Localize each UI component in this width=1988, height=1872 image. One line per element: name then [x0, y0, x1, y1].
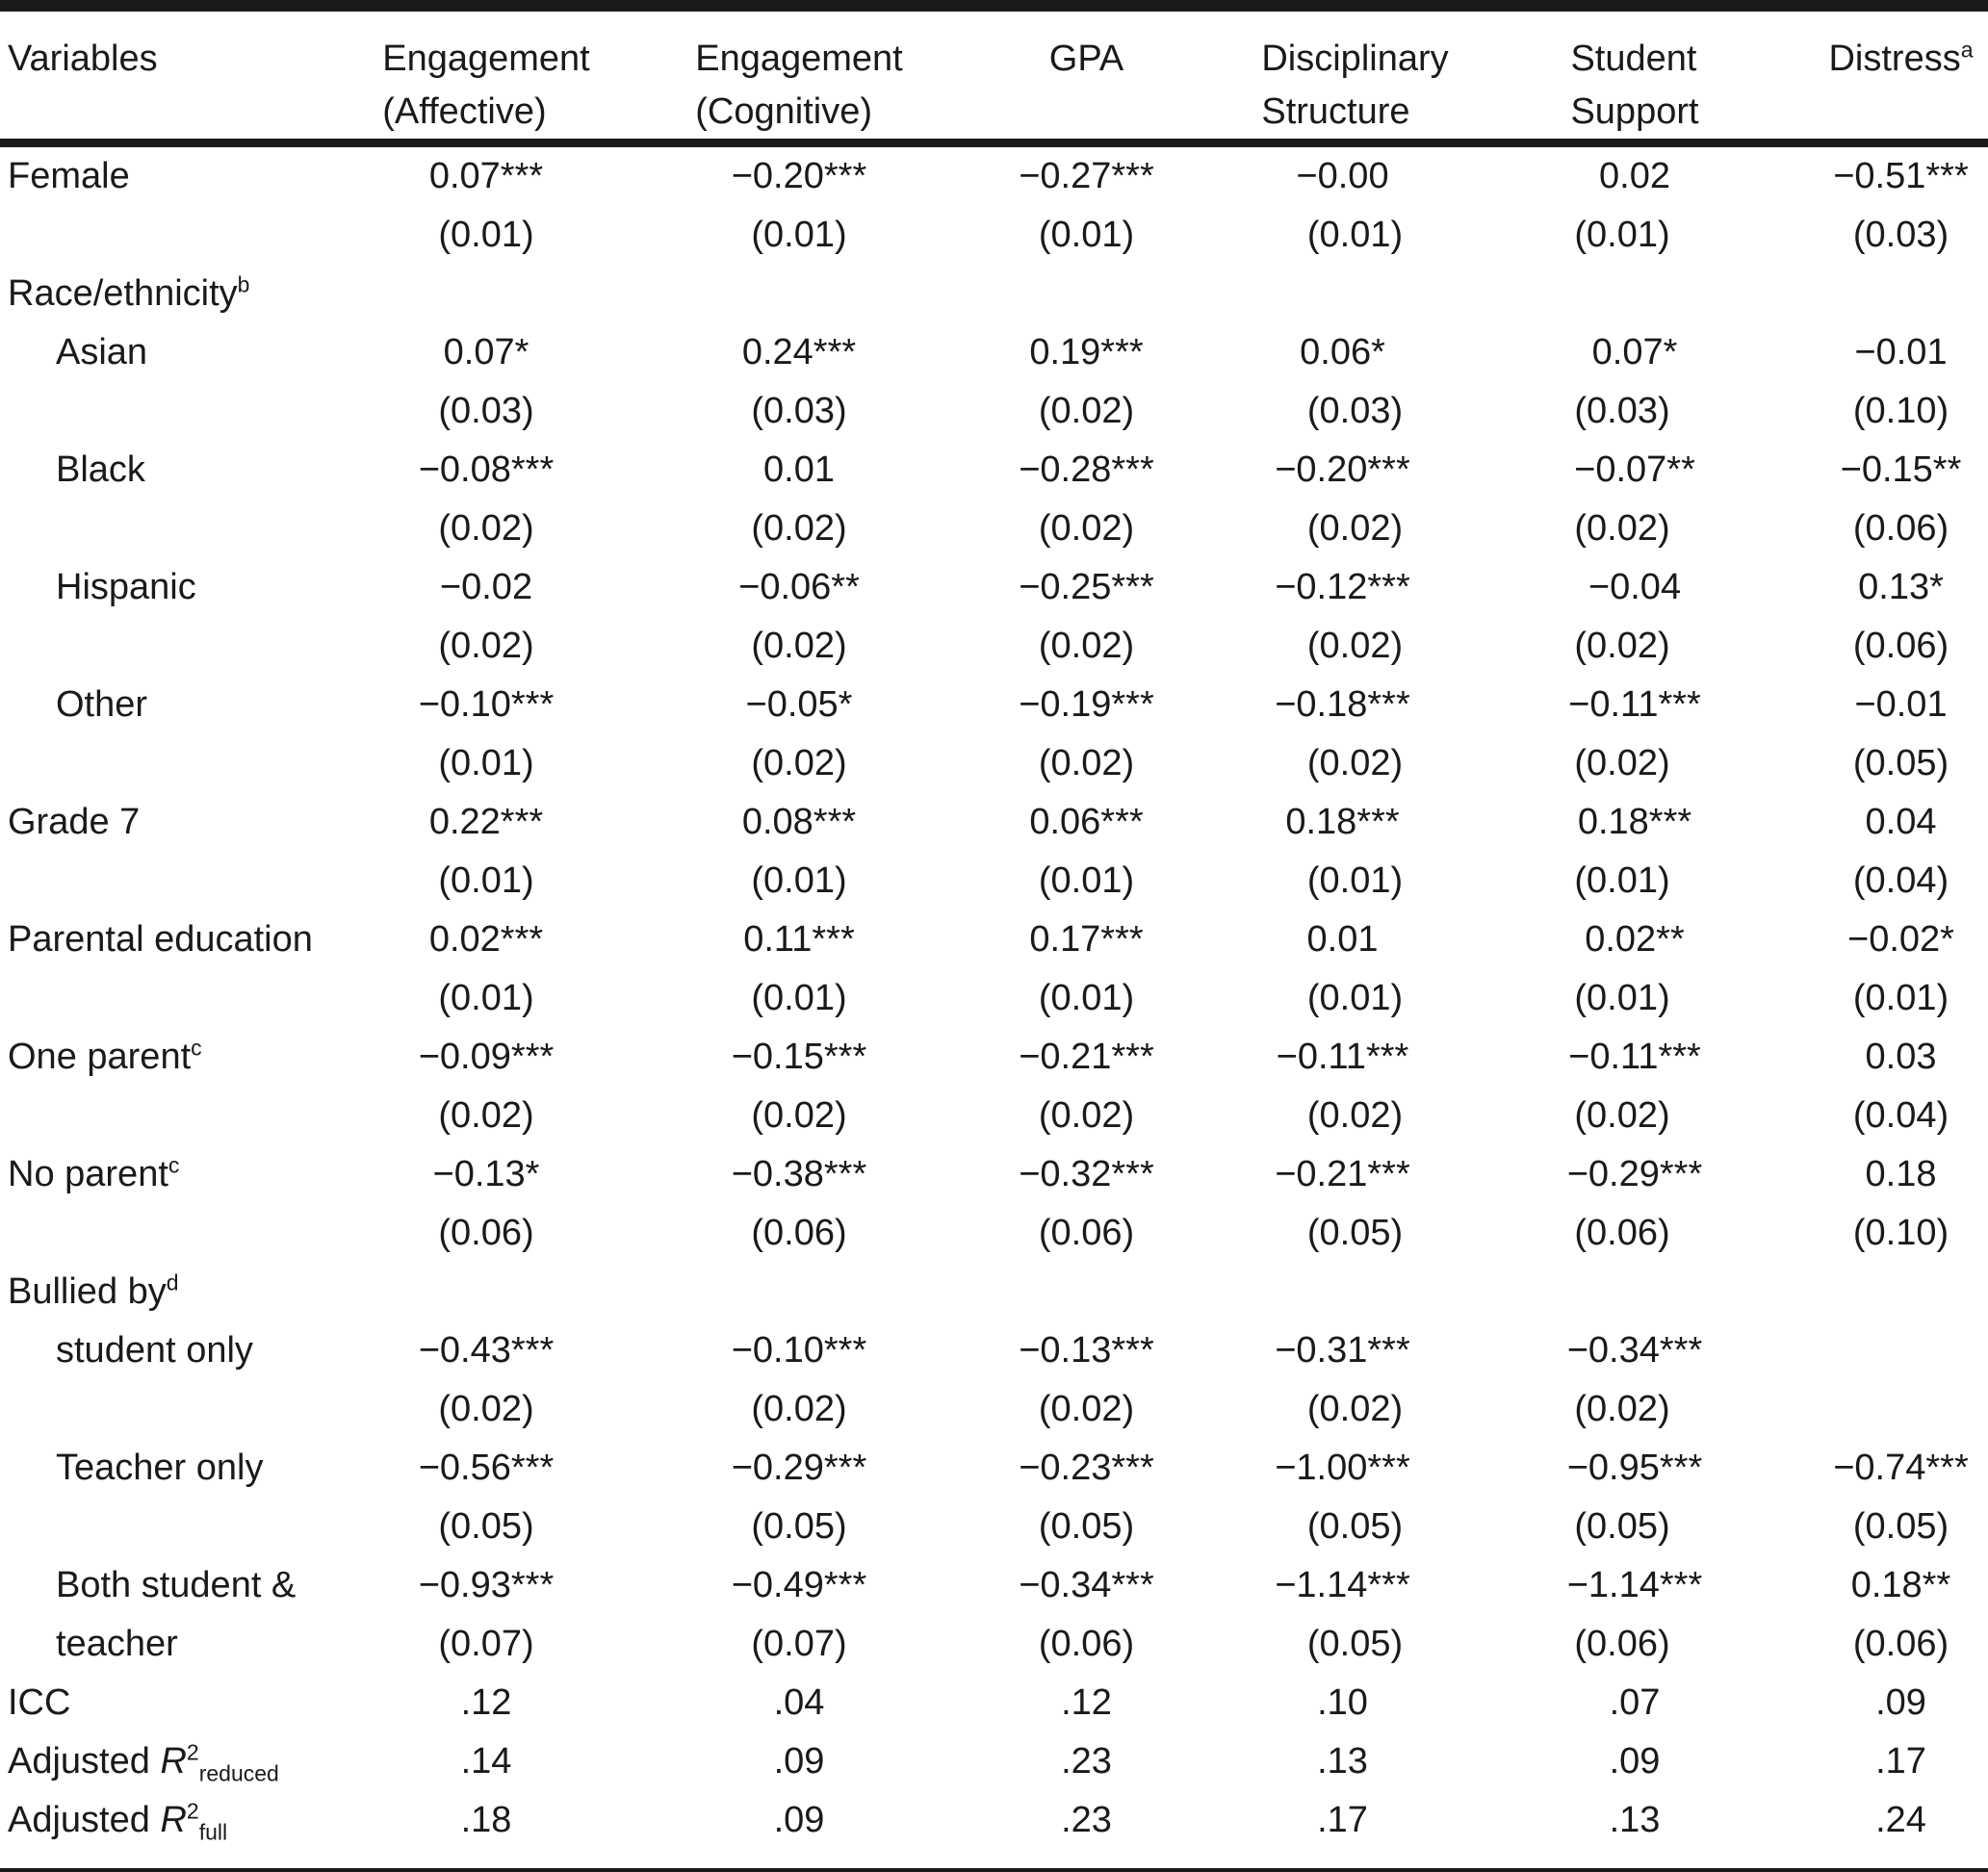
column-header-text [1049, 33, 1123, 86]
se-cell: (0.02) [1306, 743, 1404, 783]
column-header-text [382, 33, 590, 139]
se-cell: (0.02) [1038, 391, 1135, 431]
stat-row [0, 1674, 1988, 1732]
se-cell: (0.02) [1306, 1095, 1404, 1136]
se-cell [1779, 1380, 1988, 1439]
column-header-gpa [953, 6, 1220, 143]
table-header [0, 6, 1988, 143]
stat-value-cell: .13 [1317, 1741, 1368, 1782]
stat-label: Adjusted $R^2_{reduced}$ [8, 1739, 279, 1786]
r-squared-variable: R [160, 1741, 187, 1782]
se-cell: (0.03) [438, 391, 534, 431]
stat-row [0, 1791, 1988, 1872]
coefficient-cell: −0.25*** [1019, 567, 1154, 607]
coef-row-student-only [0, 1321, 1988, 1380]
row-label-line: Both student & [56, 1565, 297, 1605]
row-label [0, 910, 327, 1028]
row-label [0, 793, 327, 910]
coefficient-cell: −0.95*** [1566, 1448, 1703, 1488]
coef-row-no-parent [0, 1145, 1988, 1204]
se-cell: (0.01) [438, 215, 534, 255]
coefficient-cell: 0.13* [1858, 567, 1944, 607]
coefficient-cell: −0.28*** [1019, 449, 1154, 490]
stat-label: Adjusted $R^2_{full}$ [8, 1798, 228, 1845]
coefficient-cell: 0.07* [1591, 332, 1678, 372]
row-label [0, 1028, 327, 1145]
header-line: Student [1570, 38, 1697, 79]
coefficient-cell: −0.18*** [1275, 684, 1410, 725]
coefficient-cell: 0.24*** [741, 332, 857, 372]
coefficient-cell: −0.01 [1854, 684, 1948, 725]
stat-value-cell: .17 [1317, 1800, 1368, 1840]
coefficient-cell: −0.07** [1574, 449, 1695, 490]
coefficient-cell: −0.15** [1840, 449, 1962, 490]
column-header-text [8, 33, 158, 86]
se-cell: (0.02) [438, 1389, 534, 1429]
coef-row-asian [0, 323, 1988, 382]
se-cell: (0.01) [751, 978, 847, 1018]
se-cell: (0.03) [1574, 391, 1670, 431]
coef-row-other [0, 676, 1988, 734]
se-cell: (0.03) [1852, 215, 1949, 255]
coefficient-cell: −0.10*** [418, 684, 555, 725]
coefficient-cell: 0.01 [1306, 919, 1379, 960]
se-cell: (0.03) [751, 391, 847, 431]
coefficient-cell: 0.18*** [1285, 802, 1400, 842]
row-label-line: One parent$^c$ [8, 1035, 202, 1077]
row-label-line: Grade 7 [8, 802, 141, 842]
superscript-c: c [191, 1035, 202, 1061]
coefficient-cell: 0.03 [1865, 1037, 1937, 1077]
se-cell: (0.02) [751, 508, 847, 549]
r-squared-exponent: 2 [186, 1739, 199, 1765]
se-cell: (0.01) [1574, 215, 1670, 255]
header-line: Disciplinary [1261, 38, 1449, 79]
stat-value-cell: .10 [1317, 1682, 1368, 1723]
r-squared-subscript: reduced [198, 1760, 279, 1786]
coefficient-cell: 0.02 [1599, 156, 1670, 196]
se-cell: (0.02) [438, 1095, 534, 1136]
header-line: Support [1570, 91, 1699, 132]
superscript-b: b [237, 271, 250, 297]
row-label [0, 1556, 327, 1674]
column-header-text [695, 33, 903, 139]
header-line: GPA [1048, 38, 1124, 79]
column-header-variables [0, 6, 327, 143]
coefficient-cell: −0.93*** [418, 1565, 555, 1605]
se-cell: (0.05) [1574, 1506, 1670, 1547]
header-line: Variables [8, 38, 158, 79]
column-header-text [1570, 33, 1698, 139]
coefficient-cell: 0.17*** [1029, 919, 1144, 960]
se-cell: (0.02) [438, 508, 534, 549]
column-header-text [1828, 33, 1973, 86]
coefficient-cell: −1.14*** [1566, 1565, 1703, 1605]
coefficient-cell: −0.56*** [418, 1448, 555, 1488]
coef-row-hispanic [0, 558, 1988, 617]
coef-row-teacher-only [0, 1439, 1988, 1498]
column-header-engagement-cognitive [645, 6, 953, 143]
se-cell: (0.02) [751, 743, 847, 783]
row-label-line: student only [56, 1330, 253, 1371]
coefficient-cell: −0.11*** [1276, 1037, 1409, 1077]
row-label [0, 143, 327, 266]
coefficient-cell: −0.01 [1854, 332, 1948, 372]
header-line: (Affective) [382, 91, 547, 132]
coefficient-cell: −0.02* [1847, 919, 1954, 960]
se-cell: (0.06) [1852, 626, 1949, 666]
stat-value-cell: .23 [1061, 1800, 1112, 1840]
se-cell: (0.04) [1852, 1095, 1949, 1136]
coefficient-cell: −0.34*** [1019, 1565, 1154, 1605]
se-cell: (0.06) [1852, 508, 1949, 549]
coefficient-cell: −0.13* [432, 1154, 540, 1194]
row-label [0, 441, 327, 558]
row-label-line: No parent$^c$ [8, 1152, 180, 1194]
section-row-bullied-by [0, 1263, 1988, 1321]
coefficient-cell: 0.18** [1850, 1565, 1951, 1605]
se-cell: (0.02) [1038, 1389, 1135, 1429]
se-cell: (0.06) [1852, 1624, 1949, 1664]
section-label: Bullied $by^d$ [8, 1269, 179, 1312]
se-cell: (0.02) [751, 1095, 847, 1136]
se-cell: (0.05) [1038, 1506, 1135, 1547]
coefficient-cell: −0.12*** [1275, 567, 1410, 607]
row-label-line: Asian [56, 332, 148, 372]
header-line: Distress$^a$ [1828, 37, 1974, 79]
coefficient-cell: −0.05* [745, 684, 853, 725]
se-cell: (0.10) [1852, 391, 1949, 431]
coefficient-cell: 0.06*** [1029, 802, 1144, 842]
coef-row-parental-education [0, 910, 1988, 969]
se-cell: (0.07) [751, 1624, 847, 1664]
coef-row-one-parent [0, 1028, 1988, 1087]
se-cell: (0.06) [1574, 1213, 1670, 1253]
superscript-a: a [1960, 37, 1974, 63]
se-cell: (0.06) [1574, 1624, 1670, 1664]
se-cell: (0.01) [1306, 860, 1404, 901]
stat-value-cell: .04 [773, 1682, 825, 1723]
table-header-row [0, 6, 1988, 143]
coef-row-black [0, 441, 1988, 500]
coefficient-cell: 0.01 [763, 449, 835, 490]
se-cell: (0.05) [1306, 1624, 1404, 1664]
column-header-distress [1779, 6, 1988, 143]
header-line: Structure [1261, 91, 1410, 132]
coefficient-cell: −0.21*** [1275, 1154, 1410, 1194]
row-label [0, 1321, 327, 1439]
se-cell: (0.02) [1574, 1389, 1670, 1429]
stat-value-cell: .23 [1061, 1741, 1112, 1782]
column-header-text [1261, 33, 1448, 139]
se-cell: (0.01) [1852, 978, 1949, 1018]
se-cell: (0.02) [751, 626, 847, 666]
row-label-line: Parental education [8, 919, 313, 960]
coefficient-cell: −0.09*** [418, 1037, 555, 1077]
se-cell: (0.02) [1574, 743, 1670, 783]
row-label [0, 1439, 327, 1556]
se-cell: (0.02) [1038, 1095, 1135, 1136]
coefficient-cell: −0.19*** [1019, 684, 1154, 725]
coefficient-cell: −0.23*** [1019, 1448, 1154, 1488]
row-label [0, 676, 327, 793]
coefficient-cell: 0.08*** [741, 802, 857, 842]
coefficient-cell: −0.29*** [731, 1448, 867, 1488]
stat-label: ICC [8, 1682, 71, 1723]
se-cell: (0.07) [438, 1624, 534, 1664]
coefficient-cell: −1.00*** [1275, 1448, 1410, 1488]
coefficient-cell: 0.22*** [428, 802, 544, 842]
coefficient-cell: −1.14*** [1275, 1565, 1410, 1605]
coef-row-both-student [0, 1556, 1988, 1615]
column-header-student-support [1490, 6, 1779, 143]
row-label-line: Female [8, 156, 130, 196]
stat-value-cell: .12 [460, 1682, 512, 1723]
row-label-line: Other [56, 684, 148, 725]
header-line: (Cognitive) [695, 91, 872, 132]
coefficient-cell: 0.06* [1300, 332, 1385, 372]
section-label: Race/ethnicity$^b$ [8, 271, 250, 314]
se-cell: (0.01) [438, 743, 534, 783]
coefficient-cell: −0.27*** [1019, 156, 1154, 196]
se-cell: (0.01) [1574, 860, 1670, 901]
coefficient-cell: −0.20*** [731, 156, 867, 196]
coefficient-cell: 0.07*** [428, 156, 544, 196]
se-cell: (0.01) [438, 978, 534, 1018]
coefficient-cell: −0.21*** [1019, 1037, 1154, 1077]
se-cell: (0.02) [1038, 743, 1135, 783]
se-cell: (0.06) [1038, 1213, 1135, 1253]
header-line: Engagement [382, 38, 590, 79]
stat-value-cell: .12 [1061, 1682, 1112, 1723]
coefficient-cell: −0.06** [738, 567, 860, 607]
coefficient-cell: −0.08*** [418, 449, 555, 490]
stat-value-cell: .09 [773, 1741, 825, 1782]
stat-value-cell: .24 [1875, 1800, 1926, 1840]
coefficient-cell: −0.20*** [1275, 449, 1410, 490]
stat-value-cell: .09 [1609, 1741, 1661, 1782]
se-cell: (0.05) [1306, 1213, 1404, 1253]
coefficient-cell: 0.07* [443, 332, 529, 372]
table-body [0, 143, 1988, 1872]
coefficient-cell: −0.49*** [731, 1565, 867, 1605]
coefficient-cell: 0.19*** [1029, 332, 1144, 372]
se-cell: (0.04) [1852, 860, 1949, 901]
se-cell: (0.02) [1574, 508, 1670, 549]
se-cell: (0.02) [1574, 626, 1670, 666]
column-header-engagement-affective [327, 6, 645, 143]
section-row-race-ethnicity [0, 265, 1988, 323]
se-cell: (0.02) [751, 1389, 847, 1429]
coefficient-cell [1779, 1321, 1988, 1380]
r-squared-subscript: full [198, 1819, 228, 1845]
coefficient-cell: 0.02*** [428, 919, 544, 960]
stat-value-cell: .14 [460, 1741, 512, 1782]
se-cell: (0.02) [1574, 1095, 1670, 1136]
se-cell: (0.05) [1852, 1506, 1949, 1547]
coefficient-cell: −0.74*** [1833, 1448, 1969, 1488]
se-cell: (0.10) [1852, 1213, 1949, 1253]
coefficient-cell: −0.43*** [418, 1330, 555, 1371]
se-cell: (0.02) [1038, 508, 1135, 549]
coefficient-cell: 0.04 [1865, 802, 1937, 842]
se-cell: (0.01) [1306, 215, 1404, 255]
coefficient-cell: −0.04 [1588, 567, 1682, 607]
coefficient-cell: −0.31*** [1275, 1330, 1410, 1371]
coefficient-cell: −0.02 [439, 567, 533, 607]
se-cell: (0.02) [1306, 508, 1404, 549]
coefficient-cell: 0.11*** [743, 919, 855, 960]
stat-value-cell: .17 [1875, 1741, 1926, 1782]
coefficient-cell: −0.11*** [1568, 684, 1701, 725]
se-cell: (0.01) [751, 215, 847, 255]
se-cell: (0.02) [1306, 1389, 1404, 1429]
stat-row [0, 1732, 1988, 1791]
se-cell: (0.05) [751, 1506, 847, 1547]
coefficient-cell: 0.02** [1585, 919, 1685, 960]
row-label-line: teacher [56, 1624, 178, 1664]
coefficient-cell: 0.18 [1865, 1154, 1937, 1194]
se-cell: (0.05) [1852, 743, 1949, 783]
superscript-c: c [168, 1152, 180, 1178]
coef-row-grade-7 [0, 793, 1988, 852]
se-cell: (0.01) [751, 860, 847, 901]
coefficient-cell: −0.15*** [731, 1037, 867, 1077]
stat-value-cell: .18 [460, 1800, 512, 1840]
se-cell: (0.05) [1306, 1506, 1404, 1547]
row-label-line: Hispanic [56, 567, 196, 607]
stat-value-cell: .07 [1609, 1682, 1661, 1723]
se-cell: (0.05) [438, 1506, 534, 1547]
r-squared-exponent: 2 [186, 1798, 199, 1824]
coef-row-female [0, 143, 1988, 207]
coefficient-cell: −0.13*** [1019, 1330, 1154, 1371]
se-cell: (0.06) [1038, 1624, 1135, 1664]
se-cell: (0.02) [1306, 626, 1404, 666]
se-cell: (0.06) [751, 1213, 847, 1253]
coefficient-cell: 0.18*** [1577, 802, 1692, 842]
r-squared-variable: R [160, 1800, 187, 1840]
se-cell: (0.01) [1038, 860, 1135, 901]
coefficient-cell: −0.51*** [1833, 156, 1969, 196]
column-header-disciplinary-structure [1220, 6, 1490, 143]
se-cell: (0.01) [1038, 978, 1135, 1018]
coefficient-cell: −0.10*** [731, 1330, 867, 1371]
se-cell: (0.01) [438, 860, 534, 901]
se-cell: (0.01) [1574, 978, 1670, 1018]
se-cell: (0.02) [438, 626, 534, 666]
se-cell: (0.03) [1306, 391, 1404, 431]
header-line: Engagement [695, 38, 903, 79]
coefficient-cell: −0.00 [1296, 156, 1389, 196]
se-cell: (0.01) [1038, 215, 1135, 255]
stat-value-cell: .09 [773, 1800, 825, 1840]
coefficient-cell: −0.34*** [1566, 1330, 1703, 1371]
coefficient-cell: −0.11*** [1568, 1037, 1701, 1077]
se-cell: (0.06) [438, 1213, 534, 1253]
row-label [0, 323, 327, 441]
stat-value-cell: .13 [1609, 1800, 1661, 1840]
coefficient-cell: −0.32*** [1019, 1154, 1154, 1194]
superscript-d: d [166, 1269, 179, 1295]
row-label [0, 558, 327, 676]
coefficient-cell: −0.29*** [1566, 1154, 1703, 1194]
se-cell: (0.01) [1306, 978, 1404, 1018]
se-cell: (0.02) [1038, 626, 1135, 666]
stat-value-cell: .09 [1875, 1682, 1926, 1723]
row-label-line: Teacher only [56, 1448, 264, 1488]
row-label [0, 1145, 327, 1263]
coefficient-cell: −0.38*** [731, 1154, 867, 1194]
row-label-line: Black [56, 449, 145, 490]
